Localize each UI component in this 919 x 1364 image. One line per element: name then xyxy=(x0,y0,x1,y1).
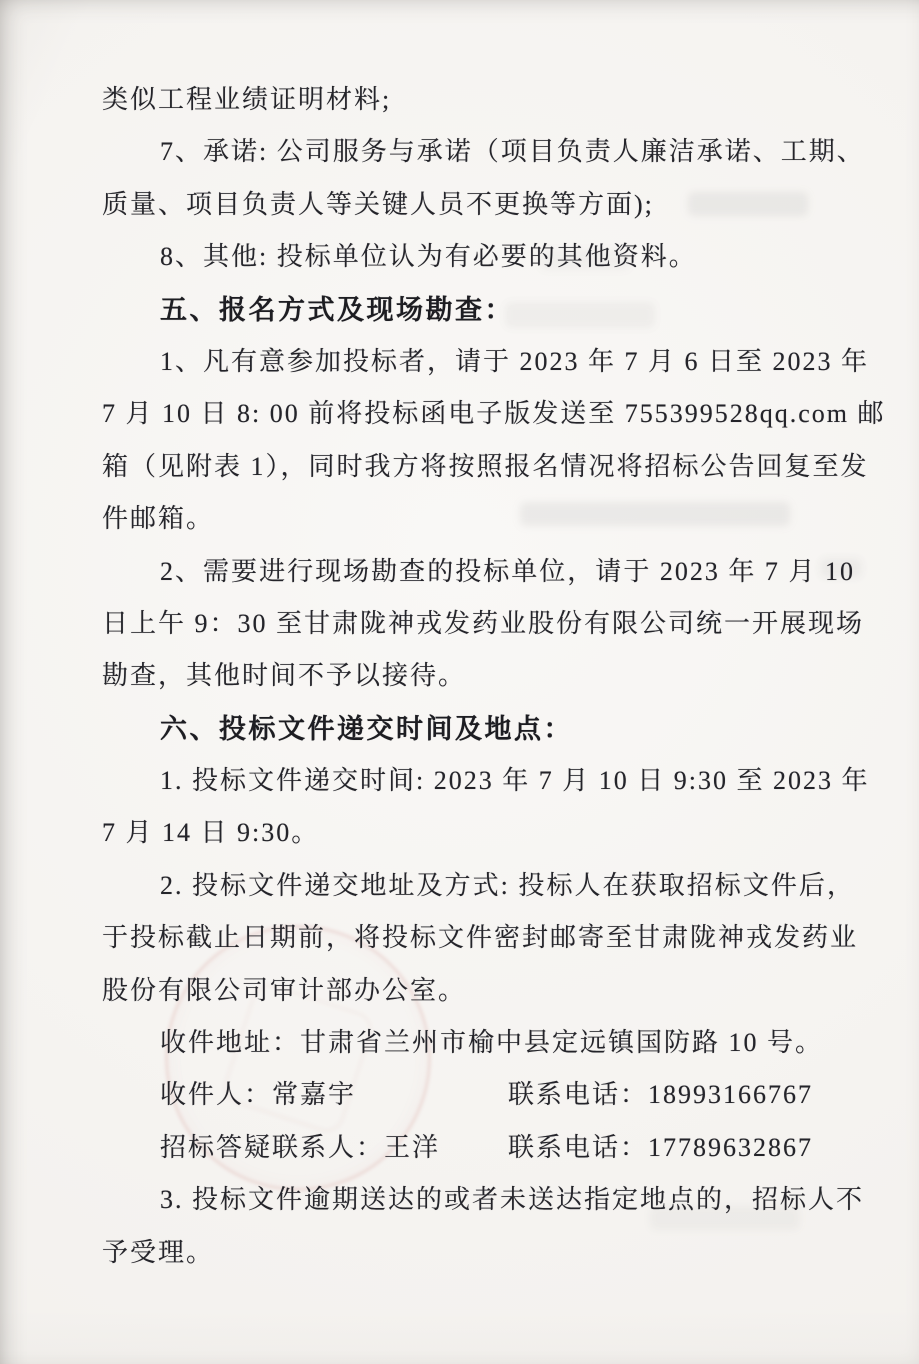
section-heading: 五、报名方式及现场勘查： xyxy=(160,294,514,325)
document-line: 件邮箱。 xyxy=(102,504,215,534)
contact-row xyxy=(102,1069,855,1121)
document-line: 类似工程业绩证明材料; xyxy=(102,85,392,114)
document-line: 7、承诺: 公司服务与承诺（项目负责人廉洁承诺、工期、 xyxy=(160,137,865,167)
document-line: 2、需要进行现场勘查的投标单位，请于 2023 年 7 月 10 xyxy=(160,556,855,586)
document-line: 于投标截止日期前，将投标文件密封邮寄至甘肃陇神戎发药业 xyxy=(102,923,859,953)
contact-phone-label: 联系电话：17789632867 xyxy=(508,1132,814,1162)
document-line: 3. 投标文件逾期送达的或者未送达指定地点的，招标人不 xyxy=(160,1185,865,1215)
document-line: 勘查，其他时间不予以接待。 xyxy=(102,661,467,691)
contact-phone-label: 联系电话：18993166767 xyxy=(508,1080,814,1110)
section-heading: 六、投标文件递交时间及地点： xyxy=(160,713,573,744)
document-line: 1、凡有意参加投标者，请于 2023 年 7 月 6 日至 2023 年 xyxy=(160,346,870,376)
document-line: 箱（见附表 1），同时我方将按照报名情况将招标公告回复至发 xyxy=(102,451,869,481)
document-line: 7 月 10 日 8: 00 前将投标函电子版发送至 755399528qq.com 邮 xyxy=(102,399,886,429)
document-content xyxy=(102,74,886,1279)
document-line: 日上午 9：30 至甘肃陇神戎发药业股份有限公司统一开展现场 xyxy=(102,608,865,638)
document-line: 8、其他: 投标单位认为有必要的其他资料。 xyxy=(160,242,697,272)
document-line: 予受理。 xyxy=(102,1237,215,1267)
contact-row xyxy=(102,1122,855,1174)
contact-person-label: 招标答疑联系人：王洋 xyxy=(160,1132,441,1162)
contact-person-label: 收件人：常嘉宇 xyxy=(160,1080,357,1110)
document-line: 质量、项目负责人等关键人员不更换等方面); xyxy=(102,189,654,219)
document-line: 收件地址：甘肃省兰州市榆中县定远镇国防路 10 号。 xyxy=(160,1028,824,1058)
document-line: 股份有限公司审计部办公室。 xyxy=(102,975,467,1005)
document-line: 7 月 14 日 9:30。 xyxy=(102,818,320,848)
document-line: 2. 投标文件递交地址及方式: 投标人在获取招标文件后， xyxy=(160,870,855,900)
document-line: 1. 投标文件递交时间: 2023 年 7 月 10 日 9:30 至 2023 年 xyxy=(160,766,870,796)
